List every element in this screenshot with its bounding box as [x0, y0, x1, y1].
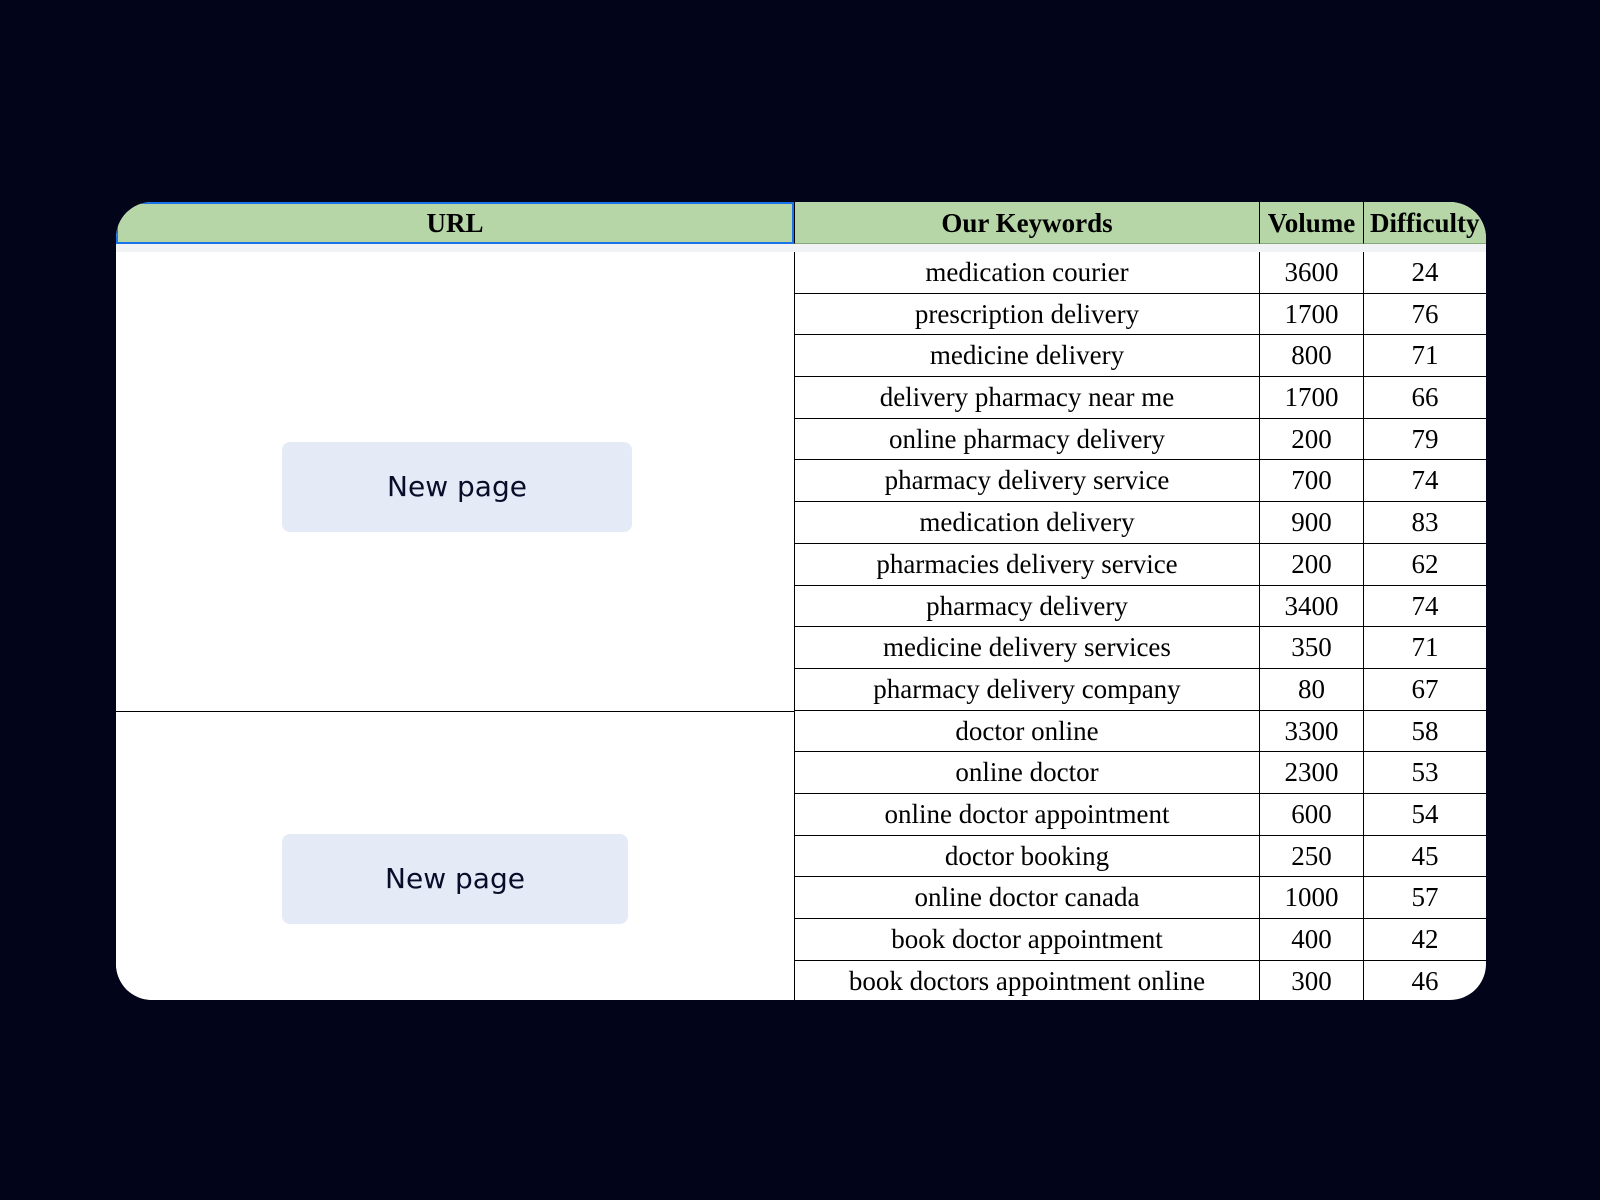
table-row	[794, 627, 1486, 669]
volume-cell[interactable]: 200	[1259, 544, 1363, 585]
header-url[interactable]: URL	[116, 202, 794, 244]
difficulty-cell[interactable]: 62	[1363, 544, 1486, 585]
keyword-rows	[794, 252, 1486, 1000]
table-row	[794, 377, 1486, 419]
difficulty-cell[interactable]: 24	[1363, 252, 1486, 293]
keyword-cell[interactable]: online doctor canada	[794, 877, 1259, 918]
header-difficulty[interactable]: Difficulty	[1363, 202, 1486, 244]
volume-cell[interactable]: 400	[1259, 919, 1363, 960]
volume-cell[interactable]: 700	[1259, 460, 1363, 501]
volume-cell[interactable]: 200	[1259, 419, 1363, 460]
table-row	[794, 544, 1486, 586]
table-row	[794, 669, 1486, 711]
volume-cell[interactable]: 1700	[1259, 294, 1363, 335]
difficulty-cell[interactable]: 54	[1363, 794, 1486, 835]
volume-cell[interactable]: 250	[1259, 836, 1363, 877]
volume-cell[interactable]: 3600	[1259, 252, 1363, 293]
keyword-cell[interactable]: pharmacy delivery	[794, 586, 1259, 627]
difficulty-cell[interactable]: 45	[1363, 836, 1486, 877]
new-page-button[interactable]: New page	[282, 834, 628, 924]
difficulty-cell[interactable]: 71	[1363, 627, 1486, 668]
difficulty-cell[interactable]: 46	[1363, 961, 1486, 1000]
keyword-cell[interactable]: medicine delivery	[794, 335, 1259, 376]
table-row	[794, 586, 1486, 628]
difficulty-cell[interactable]: 74	[1363, 460, 1486, 501]
difficulty-cell[interactable]: 71	[1363, 335, 1486, 376]
difficulty-cell[interactable]: 57	[1363, 877, 1486, 918]
difficulty-cell[interactable]: 53	[1363, 752, 1486, 793]
difficulty-cell[interactable]: 66	[1363, 377, 1486, 418]
table-row	[794, 794, 1486, 836]
keyword-cell[interactable]: book doctor appointment	[794, 919, 1259, 960]
keyword-cell[interactable]: medication courier	[794, 252, 1259, 293]
difficulty-cell[interactable]: 42	[1363, 919, 1486, 960]
url-cell-group-1[interactable]	[116, 252, 794, 712]
table-row	[794, 919, 1486, 961]
table-row	[794, 460, 1486, 502]
volume-cell[interactable]: 2300	[1259, 752, 1363, 793]
keyword-cell[interactable]: medicine delivery services	[794, 627, 1259, 668]
new-page-button[interactable]: New page	[282, 442, 632, 532]
header-volume[interactable]: Volume	[1259, 202, 1363, 244]
volume-cell[interactable]: 800	[1259, 335, 1363, 376]
keyword-cell[interactable]: doctor booking	[794, 836, 1259, 877]
table-row	[794, 335, 1486, 377]
keyword-cell[interactable]: prescription delivery	[794, 294, 1259, 335]
difficulty-cell[interactable]: 58	[1363, 711, 1486, 752]
keyword-cell[interactable]: online doctor appointment	[794, 794, 1259, 835]
table-row	[794, 711, 1486, 753]
url-cell-group-2[interactable]	[116, 712, 794, 1000]
keyword-cell[interactable]: pharmacy delivery company	[794, 669, 1259, 710]
table-row	[794, 961, 1486, 1000]
volume-cell[interactable]: 1700	[1259, 377, 1363, 418]
keyword-cell[interactable]: delivery pharmacy near me	[794, 377, 1259, 418]
difficulty-cell[interactable]: 83	[1363, 502, 1486, 543]
table-row	[794, 836, 1486, 878]
volume-cell[interactable]: 350	[1259, 627, 1363, 668]
keyword-cell[interactable]: pharmacy delivery service	[794, 460, 1259, 501]
volume-cell[interactable]: 80	[1259, 669, 1363, 710]
difficulty-cell[interactable]: 74	[1363, 586, 1486, 627]
header-our-keywords[interactable]: Our Keywords	[794, 202, 1259, 244]
table-row	[794, 419, 1486, 461]
keyword-cell[interactable]: online pharmacy delivery	[794, 419, 1259, 460]
volume-cell[interactable]: 600	[1259, 794, 1363, 835]
table-row	[794, 877, 1486, 919]
keyword-cell[interactable]: pharmacies delivery service	[794, 544, 1259, 585]
table-row	[794, 502, 1486, 544]
volume-cell[interactable]: 300	[1259, 961, 1363, 1000]
header-gap	[116, 244, 1486, 252]
keyword-cell[interactable]: medication delivery	[794, 502, 1259, 543]
keyword-table	[116, 202, 1486, 1000]
difficulty-cell[interactable]: 79	[1363, 419, 1486, 460]
keyword-cell[interactable]: book doctors appointment online	[794, 961, 1259, 1000]
table-row	[794, 252, 1486, 294]
keyword-cell[interactable]: doctor online	[794, 711, 1259, 752]
keyword-cell[interactable]: online doctor	[794, 752, 1259, 793]
volume-cell[interactable]: 3300	[1259, 711, 1363, 752]
volume-cell[interactable]: 900	[1259, 502, 1363, 543]
volume-cell[interactable]: 3400	[1259, 586, 1363, 627]
volume-cell[interactable]: 1000	[1259, 877, 1363, 918]
difficulty-cell[interactable]: 76	[1363, 294, 1486, 335]
table-row	[794, 752, 1486, 794]
difficulty-cell[interactable]: 67	[1363, 669, 1486, 710]
table-row	[794, 294, 1486, 336]
